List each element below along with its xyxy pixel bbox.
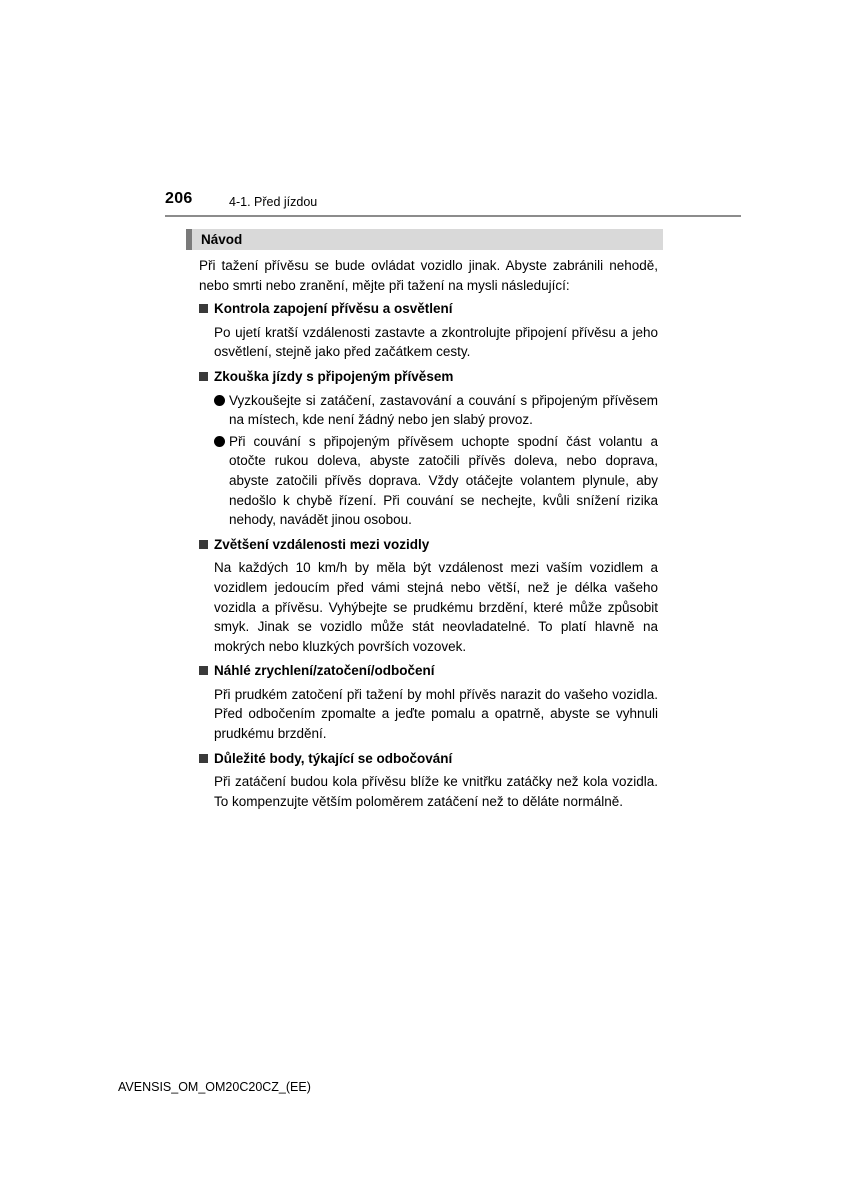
square-bullet-icon xyxy=(199,304,208,313)
item-heading-text: Zvětšení vzdálenosti mezi vozidly xyxy=(214,536,430,552)
bullet-text: Při couvání s připojeným přívěsem uchopte spodní část volantu a otočte rukou doleva, abyste zatočili přívěs doleva, nebo doprava, abyste zatočili přívěs doprava. Vždy otáčejte volantem plynule, aby nedošlo k chybě řízení. Při couvání se nechejte, kvůli snížení rizika nehody, navádět jinou osobou. xyxy=(229,433,658,528)
item-heading xyxy=(199,749,658,769)
square-bullet-icon xyxy=(199,666,208,675)
square-bullet-icon xyxy=(199,372,208,381)
breadcrumb: 4-1. Před jízdou xyxy=(229,195,318,209)
item-heading-text: Důležité body, týkající se odbočování xyxy=(214,750,453,766)
square-bullet-icon xyxy=(199,754,208,763)
intro-paragraph: Při tažení přívěsu se bude ovládat vozidlo jinak. Abyste zabránili nehodě, nebo smrti nebo zranění, mějte při tažení na mysli následující: xyxy=(199,258,658,293)
item-heading-text: Náhlé zrychlení/zatočení/odbočení xyxy=(214,663,435,679)
bullet-item xyxy=(214,391,658,430)
dot-bullet-icon xyxy=(214,436,225,447)
item-heading xyxy=(199,367,658,387)
dot-bullet-icon xyxy=(214,395,225,406)
item-text: Na každých 10 km/h by měla být vzdálenost mezi vaším vozidlem a vozidlem jedoucím před vámi stejná nebo větší, než je délka vašeho vozidla a přívěsu. Vyhýbejte se prudkému brzdění, které může způsobit smyk. Jinak se vozidlo může stát neovladatelné. To platí hlavně na mokrých nebo kluzkých površích vozovek. xyxy=(214,560,658,654)
section-title-bar xyxy=(186,229,663,250)
content xyxy=(199,256,658,816)
bullet-text: Vyzkoušejte si zatáčení, zastavování a couvání s připojeným přívěsem na místech, kde není žádný nebo jen slabý provoz. xyxy=(229,392,658,428)
item-text: Po ujetí kratší vzdálenosti zastavte a zkontrolujte připojení přívěsu a jeho osvětlení, stejně jako před začátkem cesty. xyxy=(214,324,658,360)
section-title: Návod xyxy=(201,232,243,247)
page-number: 206 xyxy=(165,190,193,207)
item-heading-text: Zkouška jízdy s připojeným přívěsem xyxy=(214,368,454,384)
bullet-item xyxy=(214,432,658,530)
item-heading xyxy=(199,299,658,319)
bullet-list xyxy=(214,391,658,530)
item-heading-text: Kontrola zapojení přívěsu a osvětlení xyxy=(214,301,453,317)
item-heading xyxy=(199,661,658,681)
item-text: Při prudkém zatočení při tažení by mohl přívěs narazit do vašeho vozidla. Před odbočením zpomalte a jeďte pomalu a opatrně, abyste se vyhnuli prudkému brzdění. xyxy=(214,686,658,742)
item-text: Při zatáčení budou kola přívěsu blíže ke vnitřku zatáčky než kola vozidla. To kompenzujte větším poloměrem zatáčení než to děláte normálně. xyxy=(214,774,658,809)
footer-doc-code: AVENSIS_OM_OM20C20CZ_(EE) xyxy=(118,1080,311,1094)
header-rule xyxy=(165,215,741,217)
item-heading xyxy=(199,535,658,555)
square-bullet-icon xyxy=(199,540,208,549)
